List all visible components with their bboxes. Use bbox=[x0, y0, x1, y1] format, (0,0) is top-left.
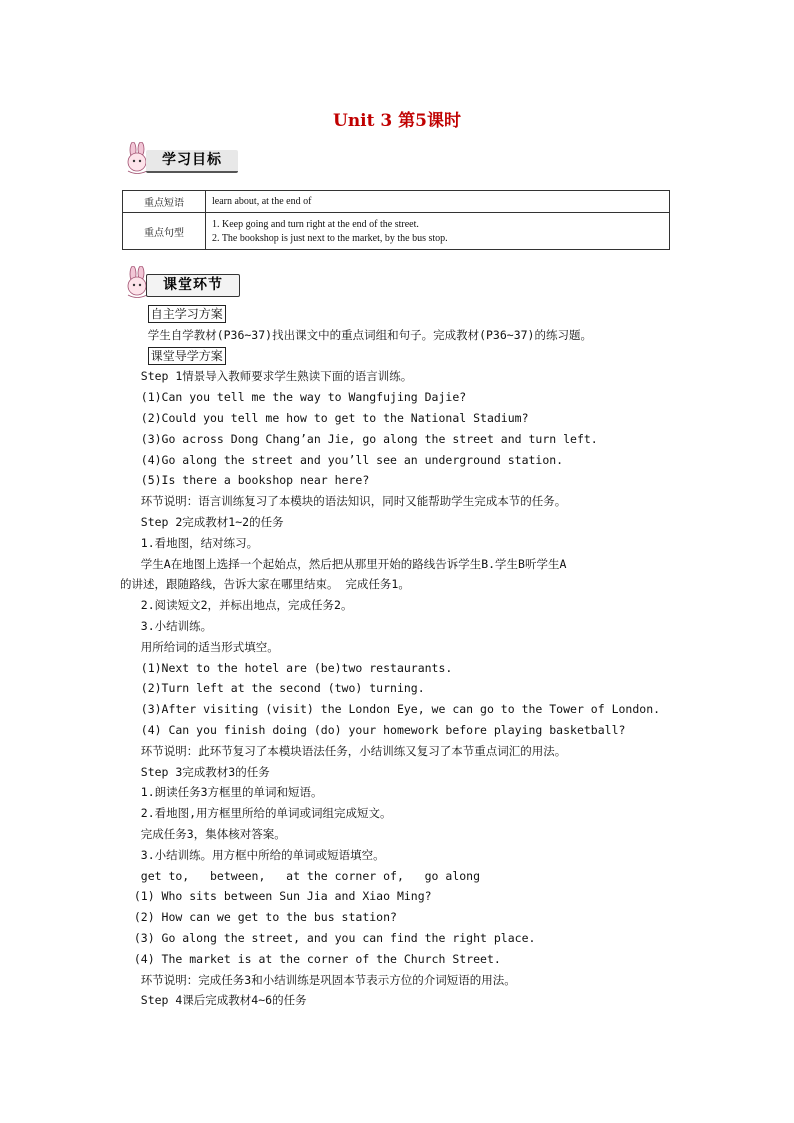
content-line: (2) How can we get to the bus station? bbox=[120, 910, 397, 925]
key-sentence-1: 1. Keep going and turn right at the end of the street. bbox=[212, 218, 419, 230]
content-line: (1)Next to the hotel are (be)two restaurants. bbox=[120, 660, 453, 675]
content-line: 学生自学教材(P36~37)找出课文中的重点词组和句子。完成教材(P36~37)的练习题。 bbox=[120, 327, 592, 342]
content-line: Step 3完成教材3的任务 bbox=[120, 764, 270, 779]
content-line: 环节说明：语言训练复习了本模块的语法知识，同时又能帮助学生完成本节的任务。 bbox=[120, 494, 567, 509]
boxed-heading-text: 自主学习方案 bbox=[148, 305, 226, 323]
key-phrases-text: learn about, at the end of bbox=[212, 196, 312, 207]
content-line: (3) Go along the street, and you can find the right place. bbox=[120, 930, 536, 945]
content-line: 学生A在地图上选择一个起始点，然后把从那里开始的路线告诉学生B.学生B听学生A bbox=[120, 556, 567, 571]
table-cell-label: 重点短语 bbox=[123, 191, 206, 213]
content-line: (4) The market is at the corner of the Church Street. bbox=[120, 951, 501, 966]
table-cell-label: 重点句型 bbox=[123, 213, 206, 250]
section-heading-box bbox=[120, 346, 680, 367]
lesson-body bbox=[120, 304, 680, 1011]
table-cell-value bbox=[206, 191, 670, 213]
key-sentence-2: 2. The bookshop is just next to the market, by the bus stop. bbox=[212, 232, 448, 244]
content-line: 2.看地图,用方框里所给的单词或词组完成短文。 bbox=[120, 806, 392, 821]
content-line: 的讲述，跟随路线，告诉大家在哪里结束。 完成任务1。 bbox=[120, 577, 410, 592]
section-label-goals: 学习目标 bbox=[146, 150, 238, 173]
boxed-heading-text: 课堂导学方案 bbox=[148, 347, 226, 365]
table-cell-value bbox=[206, 213, 670, 250]
section-heading-box bbox=[120, 304, 680, 325]
content-line: (1)Can you tell me the way to Wangfujing Dajie? bbox=[120, 390, 467, 405]
content-line: Step 2完成教材1~2的任务 bbox=[120, 514, 284, 529]
table-row bbox=[123, 213, 670, 250]
content-line: (4)Go along the street and you’ll see an underground station. bbox=[120, 452, 564, 467]
section-banner-goals bbox=[120, 142, 242, 174]
page-title: Unit 3 第5课时 bbox=[333, 111, 461, 131]
content-line: Step 1情景导入教师要求学生熟读下面的语言训练。 bbox=[120, 369, 413, 384]
content-line: 环节说明：此环节复习了本模块语法任务，小结训练又复习了本节重点词汇的用法。 bbox=[120, 743, 567, 758]
content-line: 2.阅读短文2，并标出地点，完成任务2。 bbox=[120, 598, 353, 613]
content-line: (3)Go across Dong Chang’an Jie, go along the street and turn left. bbox=[120, 431, 598, 446]
content-line: (2)Could you tell me how to get to the National Stadium? bbox=[120, 410, 529, 425]
content-line: 用所给词的适当形式填空。 bbox=[120, 639, 279, 654]
content-line: (1) Who sits between Sun Jia and Xiao Ming? bbox=[120, 889, 432, 904]
content-line: 3.小结训练。用方框中所给的单词或短语填空。 bbox=[120, 847, 385, 862]
content-line: (2)Turn left at the second (two) turning. bbox=[120, 681, 425, 696]
content-line: (3)After visiting (visit) the London Eye, we can go to the Tower of London. bbox=[120, 702, 661, 717]
content-line: (5)Is there a bookshop near here? bbox=[120, 473, 370, 488]
table-row bbox=[123, 191, 670, 213]
content-line: 环节说明：完成任务3和小结训练是巩固本节表示方位的介词短语的用法。 bbox=[120, 972, 516, 987]
content-line: Step 4课后完成教材4~6的任务 bbox=[120, 993, 307, 1008]
section-label-class: 课堂环节 bbox=[146, 274, 240, 297]
content-line: (4) Can you finish doing (do) your homework before playing basketball? bbox=[120, 722, 626, 737]
goals-table bbox=[122, 190, 670, 250]
content-line: 3.小结训练。 bbox=[120, 618, 213, 633]
section-banner-class bbox=[120, 266, 242, 298]
content-line: 1.朗读任务3方框里的单词和短语。 bbox=[120, 785, 323, 800]
content-line: 1.看地图，结对练习。 bbox=[120, 535, 259, 550]
content-line: get to, between, at the corner of, go along bbox=[120, 868, 481, 883]
content-line: 完成任务3，集体核对答案。 bbox=[120, 826, 286, 841]
